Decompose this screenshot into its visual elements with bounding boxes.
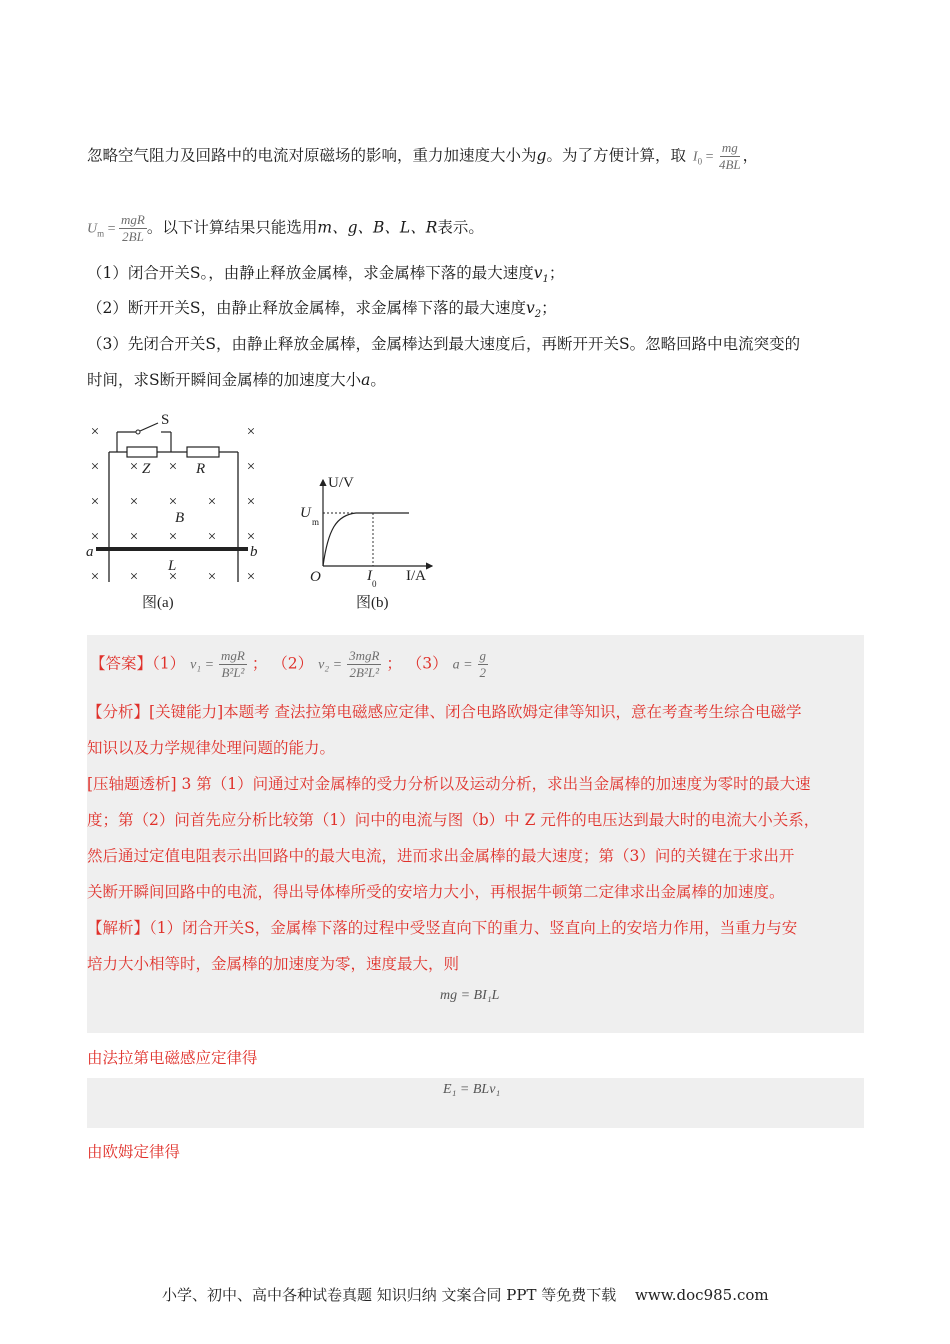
figure-b-caption: 图(b) — [356, 595, 389, 611]
field-cross: × — [207, 529, 217, 545]
field-cross: × — [168, 459, 178, 475]
question-2: （2）断开开关S，由静止释放金属棒，求金属棒下落的最大速度$v_2$； — [87, 299, 557, 321]
um-label: U — [300, 505, 311, 521]
analysis-line-3: [压轴题透析] 3 第（1）问通过对金属棒的受力分析以及运动分析，求出当金属棒的加速度为零时的最大速 — [87, 775, 811, 793]
analysis-line-1: 【分析】[关键能力]本题考 查法拉第电磁感应定律、闭合电路欧姆定律等知识，意在考查考生综合电磁学 — [87, 703, 802, 721]
z-label: Z — [142, 461, 151, 477]
solution-line-2: 培力大小相等时，金属棒的加速度为零，速度最大，则 — [87, 955, 460, 973]
field-cross: × — [90, 529, 100, 545]
origin-label: O — [310, 569, 321, 585]
equation-1: mg = BI₁L — [440, 988, 500, 1003]
field-cross: × — [168, 569, 178, 585]
question-3-line-1: （3）先闭合开关S，由静止释放金属棒，金属棒达到最大速度后，再断开开关S。忽略回路中电流突变的 — [87, 335, 801, 353]
field-cross: × — [90, 494, 100, 510]
figure-a-circuit — [82, 410, 272, 615]
r-label: R — [196, 461, 206, 477]
analysis-line-6: 关断开瞬间回路中的电流，得出导体棒所受的安培力大小，再根据牛顿第二定律求出金属棒的加速度。 — [87, 883, 785, 901]
u-i-curve — [323, 513, 409, 566]
analysis-line-2: 知识以及力学规律处理问题的能力。 — [87, 739, 336, 757]
end-a-label: a — [86, 544, 94, 560]
field-cross: × — [246, 424, 256, 440]
switch-label: S — [161, 412, 170, 428]
footer-text: 小学、初中、高中各种试卷真题 知识归纳 文案合同 PPT 等免费下载 www.doc985.com — [162, 1286, 769, 1304]
field-cross: × — [168, 529, 178, 545]
z-element — [127, 447, 157, 457]
field-cross: × — [168, 494, 178, 510]
field-cross: × — [246, 494, 256, 510]
field-cross: × — [246, 459, 256, 475]
analysis-line-4: 度；第（2）问首先应分析比较第（1）问中的电流与图（b）中 Z 元件的电压达到最大时的电流大小关系， — [87, 811, 820, 829]
answer-line: 【答案】（1） v₁ = $\frac{\text{mgR}}{\text{B²L²}}$ ； （2） v₂ = $\frac{\text{3mgR}}{\text{2B²L²}}$ ； （3） a = $\frac{g}{2}$ — [90, 648, 486, 680]
y-axis-label: U/V — [328, 475, 354, 491]
field-cross: × — [246, 569, 256, 585]
equation-2: E₁ = BLv₁ — [443, 1082, 501, 1097]
field-cross: × — [90, 569, 100, 585]
field-cross: × — [129, 569, 139, 585]
field-cross: × — [207, 569, 217, 585]
i0-formula: $I_0$ = $\frac{mg}{4BL}$ — [692, 140, 741, 172]
field-cross: × — [207, 494, 217, 510]
footer-url[interactable]: www.doc985.com — [635, 1286, 769, 1304]
question-1: （1）闭合开关S。，由静止释放金属棒，求金属棒下落的最大速度$v_1$； — [87, 264, 565, 286]
end-b-label: b — [250, 544, 258, 560]
field-cross: × — [129, 529, 139, 545]
i0-sub: 0 — [372, 579, 377, 589]
length-l-label: L — [168, 558, 177, 574]
solution-step-2: 由法拉第电磁感应定律得 — [87, 1049, 258, 1067]
solution-line-1: 【解析】（1）闭合开关S，金属棒下落的过程中受竖直向下的重力、竖直向上的安培力作用，当重力与安 — [87, 919, 798, 937]
field-cross: × — [90, 459, 100, 475]
field-cross: × — [129, 494, 139, 510]
i0-label: I — [367, 568, 372, 584]
question-3-line-2: 时间，求S断开瞬间金属棒的加速度大小a。 — [87, 371, 386, 389]
field-cross: × — [90, 424, 100, 440]
problem-line-2: $U_m$ = $\frac{\text{mgR}}{2BL}$ 。以下计算结果只能选用m、g、B、L、R表示。 — [87, 212, 484, 244]
field-b-label: B — [175, 510, 185, 526]
field-cross: × — [129, 459, 139, 475]
um-formula: $U_m$ = $\frac{\text{mgR}}{2BL}$ — [87, 212, 145, 244]
switch-s — [140, 423, 158, 431]
analysis-line-5: 然后通过定值电阻表示出回路中的最大电流，进而求出金属棒的最大速度；第（3）问的关键在于求出开 — [87, 847, 795, 865]
x-axis-label: I/A — [406, 568, 426, 584]
figure-b-graph — [296, 470, 446, 615]
problem-line-1: 忽略空气阻力及回路中的电流对原磁场的影响，重力加速度大小为g。为了方便计算，取 $I_0$ = $\frac{mg}{4BL}$ ， — [87, 140, 759, 172]
resistor-r — [187, 447, 219, 457]
um-sub: m — [312, 517, 320, 527]
solution-step-3: 由欧姆定律得 — [87, 1143, 181, 1161]
figure-a-caption: 图(a) — [142, 595, 174, 611]
field-cross: × — [246, 529, 256, 545]
